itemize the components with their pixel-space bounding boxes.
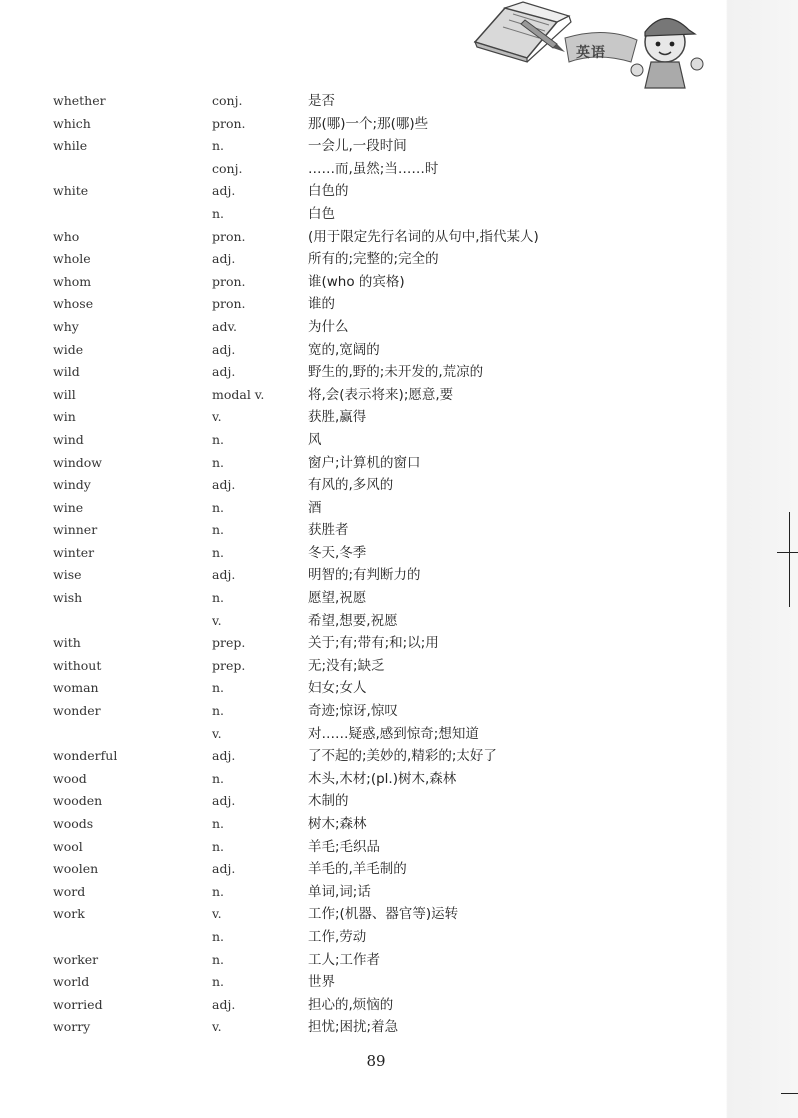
vocabulary-row xyxy=(0,339,720,362)
vocabulary-row xyxy=(0,226,720,249)
entry-part-of-speech: n. xyxy=(212,838,225,854)
entry-part-of-speech: n. xyxy=(212,454,225,470)
vocabulary-row xyxy=(0,768,720,791)
header-label: 英语 xyxy=(576,45,606,61)
open-book-icon xyxy=(475,2,571,62)
entry-part-of-speech: adv. xyxy=(212,318,238,334)
entry-meaning: 白色 xyxy=(308,205,335,222)
entry-word: woods xyxy=(53,816,94,831)
entry-word: while xyxy=(53,138,88,154)
entry-part-of-speech: n. xyxy=(212,138,225,154)
entry-meaning: 无;没有;缺乏 xyxy=(308,657,385,674)
entry-part-of-speech: v. xyxy=(212,409,222,425)
vocabulary-row xyxy=(0,135,720,158)
vocabulary-row xyxy=(0,271,720,294)
entry-meaning: 希望,想要,祝愿 xyxy=(308,612,398,629)
entry-word: whether xyxy=(53,93,106,108)
entry-part-of-speech: pron. xyxy=(212,296,246,312)
entry-meaning: 担忧;困扰;着急 xyxy=(308,1019,399,1036)
entry-word: which xyxy=(53,115,91,131)
entry-part-of-speech: prep. xyxy=(212,657,246,673)
entry-meaning: 将,会(表示将来);愿意,要 xyxy=(308,386,454,403)
entry-meaning: 羊毛的,羊毛制的 xyxy=(308,861,407,878)
vocabulary-row xyxy=(0,790,720,813)
entry-word: woolen xyxy=(53,861,99,877)
entry-meaning: 树木;森林 xyxy=(308,816,367,832)
entry-part-of-speech: adj. xyxy=(212,341,236,357)
entry-meaning: 白色的 xyxy=(308,183,349,200)
entry-meaning: 工作,劳动 xyxy=(308,928,367,945)
entry-meaning: 野生的,野的;未开发的,荒凉的 xyxy=(308,364,484,381)
entry-word: worker xyxy=(53,951,99,967)
vocabulary-row xyxy=(0,361,720,384)
vocabulary-row xyxy=(0,994,720,1017)
entry-part-of-speech: pron. xyxy=(212,273,246,289)
vocabulary-row xyxy=(0,836,720,859)
vocabulary-row xyxy=(0,474,720,497)
entry-word: wish xyxy=(53,590,83,606)
crop-mark-bottom xyxy=(781,1093,798,1094)
entry-part-of-speech: prep. xyxy=(212,635,246,651)
vocabulary-row xyxy=(0,158,720,181)
entry-part-of-speech: adj. xyxy=(212,748,236,764)
entry-word: wind xyxy=(53,431,84,447)
entry-part-of-speech: n. xyxy=(212,499,225,515)
entry-meaning: 宽的,宽阔的 xyxy=(308,341,380,358)
entry-meaning: 获胜者 xyxy=(308,522,349,539)
entry-meaning: 是否 xyxy=(308,93,335,109)
vocabulary-row xyxy=(0,632,720,655)
vocabulary-row xyxy=(0,248,720,271)
entry-part-of-speech: adj. xyxy=(212,364,236,380)
entry-word: winner xyxy=(53,522,98,538)
entry-word: wool xyxy=(53,838,83,854)
entry-part-of-speech: conj. xyxy=(212,160,243,176)
entry-part-of-speech: adj. xyxy=(212,567,236,583)
entry-part-of-speech: pron. xyxy=(212,115,246,131)
entry-meaning: ……而,虽然;当……时 xyxy=(308,160,439,177)
entry-part-of-speech: n. xyxy=(212,522,225,538)
entry-meaning: 关于;有;带有;和;以;用 xyxy=(308,635,439,652)
page-gutter-shadow xyxy=(718,0,798,1118)
entry-word: why xyxy=(53,318,79,334)
entry-meaning: 工作;(机器、器官等)运转 xyxy=(308,906,459,923)
entry-word: will xyxy=(53,386,76,402)
entry-part-of-speech: n. xyxy=(212,883,225,899)
cartoon-kid-icon xyxy=(631,18,703,88)
entry-meaning: 妇女;女人 xyxy=(308,680,367,697)
entry-meaning: 奇迹;惊讶,惊叹 xyxy=(308,703,398,720)
entry-word: window xyxy=(53,454,102,470)
entry-meaning: 世界 xyxy=(308,974,335,991)
entry-part-of-speech: adj. xyxy=(212,251,236,267)
entry-part-of-speech: n. xyxy=(212,770,225,786)
entry-meaning: 了不起的;美妙的,精彩的;太好了 xyxy=(308,748,497,765)
entry-part-of-speech: n. xyxy=(212,431,225,447)
vocabulary-row xyxy=(0,949,720,972)
entry-part-of-speech: adj. xyxy=(212,996,236,1012)
entry-part-of-speech: n. xyxy=(212,703,225,719)
entry-word: windy xyxy=(53,477,91,493)
entry-part-of-speech: n. xyxy=(212,974,225,990)
vocabulary-row xyxy=(0,497,720,520)
entry-word: whose xyxy=(53,296,94,312)
entry-meaning: 酒 xyxy=(308,499,322,516)
entry-meaning: 风 xyxy=(308,431,322,448)
vocabulary-row xyxy=(0,655,720,678)
entry-meaning: 冬天,冬季 xyxy=(308,544,367,561)
entry-meaning: 所有的;完整的;完全的 xyxy=(308,251,439,268)
vocabulary-row xyxy=(0,293,720,316)
vocabulary-row xyxy=(0,564,720,587)
entry-word: with xyxy=(53,635,81,651)
entry-part-of-speech: conj. xyxy=(212,93,243,108)
vocabulary-row xyxy=(0,452,720,475)
entry-word: winter xyxy=(53,544,95,560)
vocabulary-row xyxy=(0,700,720,723)
vocabulary-row xyxy=(0,384,720,407)
entry-word: whom xyxy=(53,273,92,289)
entry-word: wooden xyxy=(53,793,103,809)
entry-part-of-speech: n. xyxy=(212,205,225,221)
entry-word: wild xyxy=(53,364,80,380)
entry-part-of-speech: n. xyxy=(212,544,225,560)
vocabulary-row xyxy=(0,610,720,633)
entry-part-of-speech: n. xyxy=(212,928,225,944)
entry-meaning: 担心的,烦恼的 xyxy=(308,996,394,1013)
entry-meaning: 愿望,祝愿 xyxy=(308,590,367,607)
entry-part-of-speech: modal v. xyxy=(212,386,265,402)
vocabulary-row xyxy=(0,519,720,542)
entry-part-of-speech: adj. xyxy=(212,793,236,809)
entry-meaning: 单词,词;话 xyxy=(308,883,371,900)
vocabulary-row xyxy=(0,926,720,949)
vocabulary-row xyxy=(0,813,720,836)
entry-word: worried xyxy=(53,996,103,1012)
entry-meaning: 对……疑惑,感到惊奇;想知道 xyxy=(308,725,479,742)
entry-word: worry xyxy=(53,1019,91,1035)
entry-word: wise xyxy=(53,567,82,583)
entry-part-of-speech: adj. xyxy=(212,477,236,493)
entry-word: wood xyxy=(53,770,87,786)
entry-word: woman xyxy=(53,680,99,696)
entry-word: wonder xyxy=(53,703,101,719)
vocabulary-row xyxy=(0,881,720,904)
entry-meaning: 窗户;计算机的窗口 xyxy=(308,454,421,471)
entry-part-of-speech: v. xyxy=(212,612,222,628)
entry-word: word xyxy=(53,883,86,899)
entry-meaning: 工人;工作者 xyxy=(308,951,381,968)
entry-meaning: 羊毛;毛织品 xyxy=(308,838,381,855)
vocabulary-row xyxy=(0,180,720,203)
vocabulary-row xyxy=(0,90,720,113)
vocabulary-row xyxy=(0,858,720,881)
entry-meaning: 明智的;有判断力的 xyxy=(308,567,421,584)
entry-meaning: 木头,木材;(pl.)树木,森林 xyxy=(308,770,457,787)
entry-meaning: 一会儿,一段时间 xyxy=(308,138,407,155)
vocabulary-row xyxy=(0,677,720,700)
entry-meaning: 为什么 xyxy=(308,318,349,335)
vocabulary-row xyxy=(0,429,720,452)
entry-part-of-speech: v. xyxy=(212,1019,222,1035)
vocabulary-row xyxy=(0,587,720,610)
entry-meaning: (用于限定先行名词的从句中,指代某人) xyxy=(308,228,539,245)
vocabulary-row xyxy=(0,745,720,768)
entry-meaning: 木制的 xyxy=(308,793,349,810)
entry-part-of-speech: adj. xyxy=(212,183,236,199)
entry-word: world xyxy=(53,974,90,990)
vocabulary-row xyxy=(0,203,720,226)
crop-mark-vertical xyxy=(789,512,790,607)
entry-meaning: 谁的 xyxy=(308,296,335,313)
crop-mark-horizontal xyxy=(777,552,798,553)
vocabulary-row xyxy=(0,723,720,746)
entry-part-of-speech: v. xyxy=(212,725,222,741)
entry-word: win xyxy=(53,409,76,425)
vocabulary-row xyxy=(0,1016,720,1039)
entry-word: white xyxy=(53,183,89,199)
entry-part-of-speech: pron. xyxy=(212,228,246,244)
entry-meaning: 谁(who 的宾格) xyxy=(308,273,405,290)
page-number: 89 xyxy=(366,1052,386,1070)
entry-meaning: 获胜,赢得 xyxy=(308,409,367,426)
vocabulary-row xyxy=(0,971,720,994)
entry-meaning: 那(哪)一个;那(哪)些 xyxy=(308,115,429,132)
entry-word: whole xyxy=(53,251,91,267)
vocabulary-row xyxy=(0,542,720,565)
entry-part-of-speech: n. xyxy=(212,680,225,696)
vocabulary-row xyxy=(0,406,720,429)
entry-word: wide xyxy=(53,341,84,357)
vocabulary-row xyxy=(0,903,720,926)
entry-part-of-speech: v. xyxy=(212,906,222,922)
vocabulary-row xyxy=(0,316,720,339)
vocabulary-list xyxy=(0,90,720,1039)
entry-part-of-speech: adj. xyxy=(212,861,236,877)
entry-part-of-speech: n. xyxy=(212,951,225,967)
entry-word: who xyxy=(53,228,80,244)
vocabulary-row xyxy=(0,113,720,136)
entry-word: wine xyxy=(53,499,84,515)
entry-part-of-speech: n. xyxy=(212,816,225,831)
entry-meaning: 有风的,多风的 xyxy=(308,477,394,494)
entry-part-of-speech: n. xyxy=(212,590,225,606)
entry-word: work xyxy=(53,906,85,922)
entry-word: wonderful xyxy=(53,748,118,764)
entry-word: without xyxy=(53,657,102,673)
